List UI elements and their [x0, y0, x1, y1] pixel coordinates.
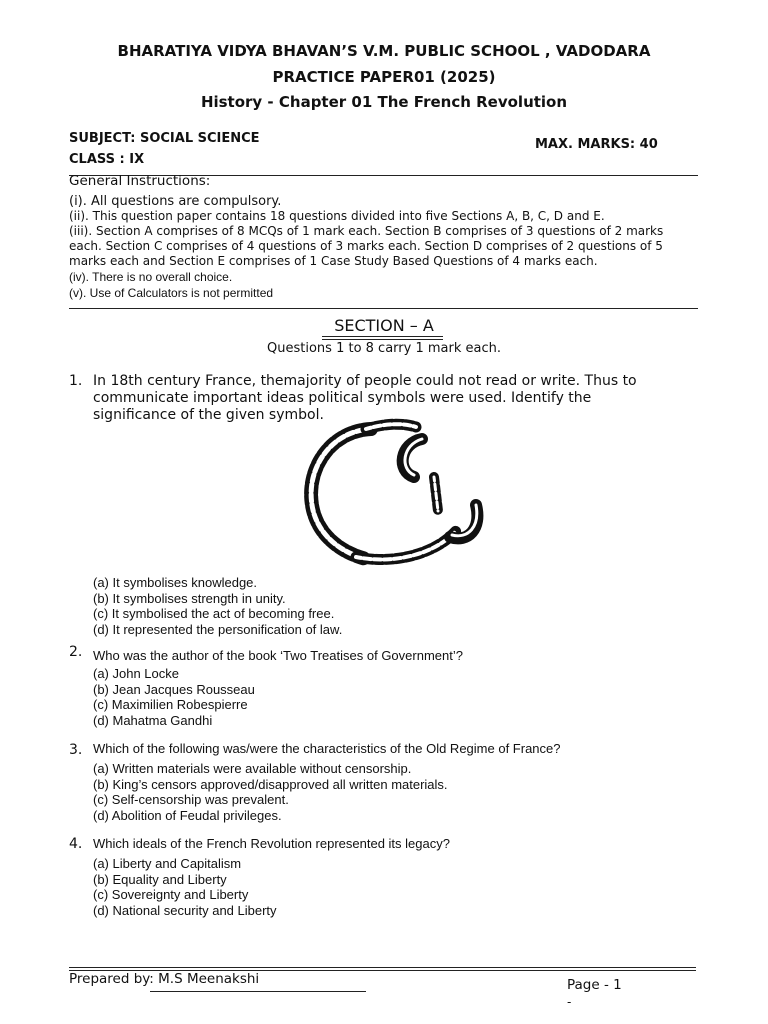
page-dash: -	[567, 995, 572, 1009]
question-4-option-b: (b) Equality and Liberty	[93, 871, 227, 887]
divider-instructions	[69, 308, 698, 309]
section-subtitle: Questions 1 to 8 carry 1 mark each.	[267, 341, 501, 356]
chapter-title: History - Chapter 01 The French Revolution	[200, 93, 568, 111]
question-1-line-2: communicate important ideas political symbols were used. Identify the	[93, 390, 592, 406]
instructions-title: General Instructions:	[69, 173, 211, 189]
question-1-option-b: (b) It symbolises strength in unity.	[93, 590, 286, 606]
question-1-number: 1.	[69, 373, 83, 389]
question-1-option-c: (c) It symbolised the act of becoming free.	[93, 606, 335, 621]
paper-title: PRACTICE PAPER01 (2025)	[272, 68, 496, 86]
instruction-line-1: (i). All questions are compulsory.	[69, 194, 282, 209]
page-number: Page - 1	[567, 977, 622, 993]
question-3-number: 3.	[69, 742, 83, 758]
school-name: BHARATIYA VIDYA BHAVAN’S V.M. PUBLIC SCHOOL , VADODARA	[117, 42, 651, 60]
section-underline-2	[322, 339, 443, 340]
question-1-line-1: In 18th century France, themajority of people could not read or write. Thus to	[93, 373, 637, 389]
question-2-option-a: (a) John Locke	[93, 666, 179, 681]
question-2-text: Who was the author of the book ‘Two Treatises of Government’?	[93, 648, 463, 663]
instruction-line-2: (ii). This question paper contains 18 questions divided into five Sections A, B, C, D and E.	[69, 209, 605, 223]
question-3-option-d: (d) Abolition of Feudal privileges.	[93, 807, 282, 823]
section-underline-1	[322, 336, 443, 337]
instruction-line-4: each. Section C comprises of 4 questions of 3 marks each. Section D comprises of 2 questions of 5	[69, 239, 663, 253]
max-marks-label: MAX. MARKS: 40	[535, 137, 658, 152]
question-4-options	[93, 856, 277, 918]
question-2-number: 2.	[69, 644, 83, 660]
question-4-option-a: (a) Liberty and Capitalism	[93, 856, 242, 871]
class-label: CLASS : IX	[69, 152, 145, 167]
section-title: SECTION – A	[334, 316, 434, 335]
prepared-underline	[150, 991, 366, 992]
footer-line-1	[69, 967, 696, 968]
question-1-option-d: (d) It represented the personification of law.	[93, 621, 343, 637]
instruction-line-3: (iii). Section A comprises of 8 MCQs of 1 mark each. Section B comprises of 3 questions of 2 marks	[69, 224, 664, 238]
question-3-option-b: (b) King’s censors approved/disapproved all written materials.	[93, 776, 448, 792]
prepared-by: Prepared by: M.S Meenakshi	[69, 971, 260, 987]
question-3-option-a: (a) Written materials were available without censorship.	[93, 761, 412, 776]
question-3-options	[93, 761, 448, 823]
question-4-text: Which ideals of the French Revolution represented its legacy?	[93, 836, 450, 851]
question-2-option-b: (b) Jean Jacques Rousseau	[93, 681, 255, 697]
question-2-option-c: (c) Maximilien Robespierre	[93, 697, 248, 712]
instruction-line-5: marks each and Section E comprises of 1 Case Study Based Questions of 4 marks each.	[69, 254, 598, 268]
question-2-options	[93, 666, 255, 728]
question-3-option-c: (c) Self-censorship was prevalent.	[93, 792, 289, 807]
instruction-line-7: (v). Use of Calculators is not permitted	[69, 286, 274, 300]
subject-label: SUBJECT: SOCIAL SCIENCE	[69, 131, 260, 146]
question-2-option-d: (d) Mahatma Gandhi	[93, 712, 213, 728]
question-1-option-a: (a) It symbolises knowledge.	[93, 575, 258, 590]
question-4-option-d: (d) National security and Liberty	[93, 902, 277, 918]
question-3-text: Which of the following was/were the characteristics of the Old Regime of France?	[93, 741, 561, 756]
question-4-number: 4.	[69, 836, 83, 852]
instruction-line-6: (iv). There is no overall choice.	[69, 270, 233, 284]
question-1-options	[93, 575, 342, 637]
broken-chain-icon	[296, 413, 496, 573]
question-1-line-3: significance of the given symbol.	[93, 407, 324, 423]
question-4-option-c: (c) Sovereignty and Liberty	[93, 887, 249, 902]
